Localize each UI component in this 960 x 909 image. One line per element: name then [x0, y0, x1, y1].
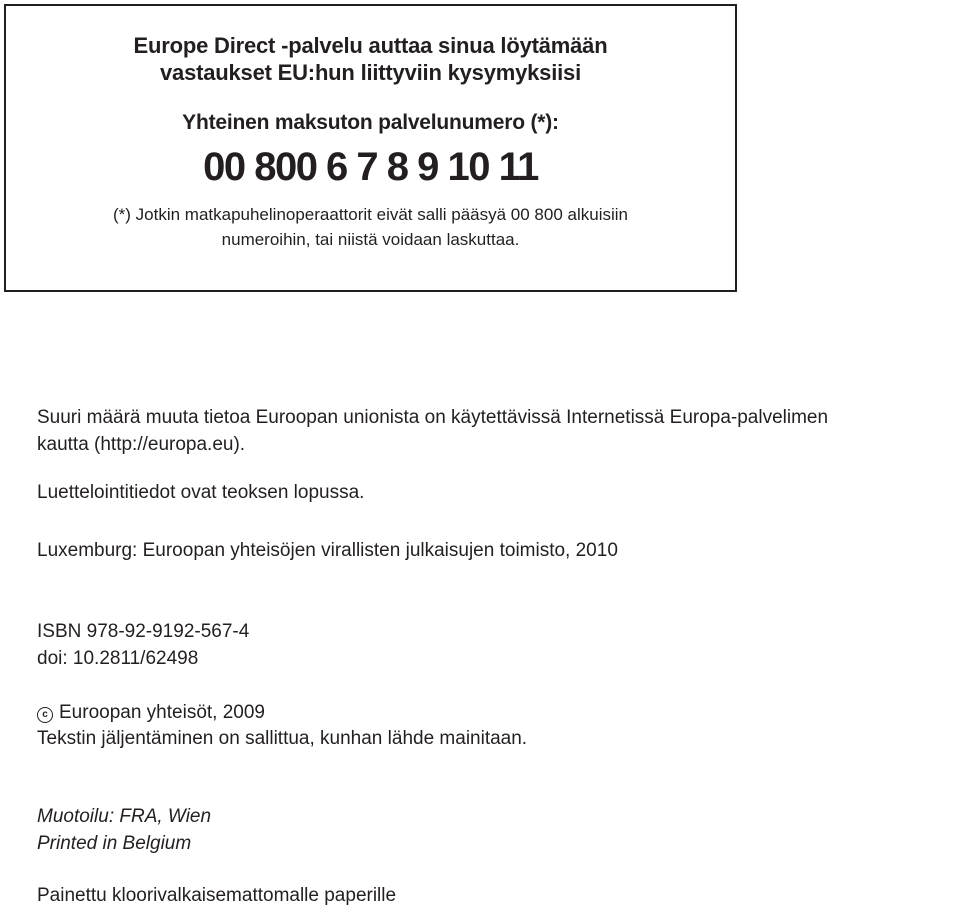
freephone-number: 00 800 6 7 8 9 10 11 — [203, 145, 538, 189]
operator-note-line2: numeroihin, tai niistä voidaan laskuttaa. — [221, 230, 520, 249]
box-heading-line1: Europe Direct -palvelu auttaa sinua löytämään — [133, 33, 608, 58]
paper-note: Painettu kloorivalkaisemattomalle paperille — [37, 885, 397, 906]
publisher-line: Luxemburg: Euroopan yhteisöjen virallisten julkaisujen toimisto, 2010 — [37, 540, 618, 561]
catalog-note: Luettelointitiedot ovat teoksen lopussa. — [37, 482, 365, 503]
europa-info-line1: Suuri määrä muuta tietoa Euroopan unionista on käytettävissä Internetissä Europa-palvelimen — [37, 407, 829, 428]
isbn-line: ISBN 978-92-9192-567-4 — [37, 621, 250, 642]
europa-info-line2: kautta (http://europa.eu). — [37, 434, 246, 455]
copyright-line — [37, 701, 265, 725]
copyright-icon: c — [37, 707, 53, 723]
copyright-text: Euroopan yhteisöt, 2009 — [59, 702, 265, 723]
reproduction-line: Tekstin jäljentäminen on sallittua, kunhan lähde mainitaan. — [37, 728, 528, 749]
europe-direct-info-box — [4, 4, 737, 292]
doi-line: doi: 10.2811/62498 — [37, 648, 199, 669]
printed-location: Printed in Belgium — [37, 833, 192, 854]
freephone-label: Yhteinen maksuton palvelunumero (*): — [182, 111, 559, 134]
design-credit: Muotoilu: FRA, Wien — [37, 806, 212, 827]
box-heading-line2: vastaukset EU:hun liittyviin kysymyksiisi — [160, 60, 581, 85]
operator-note-line1: (*) Jotkin matkapuhelinoperaattorit eivät salli pääsyä 00 800 alkuisiin — [112, 205, 628, 224]
